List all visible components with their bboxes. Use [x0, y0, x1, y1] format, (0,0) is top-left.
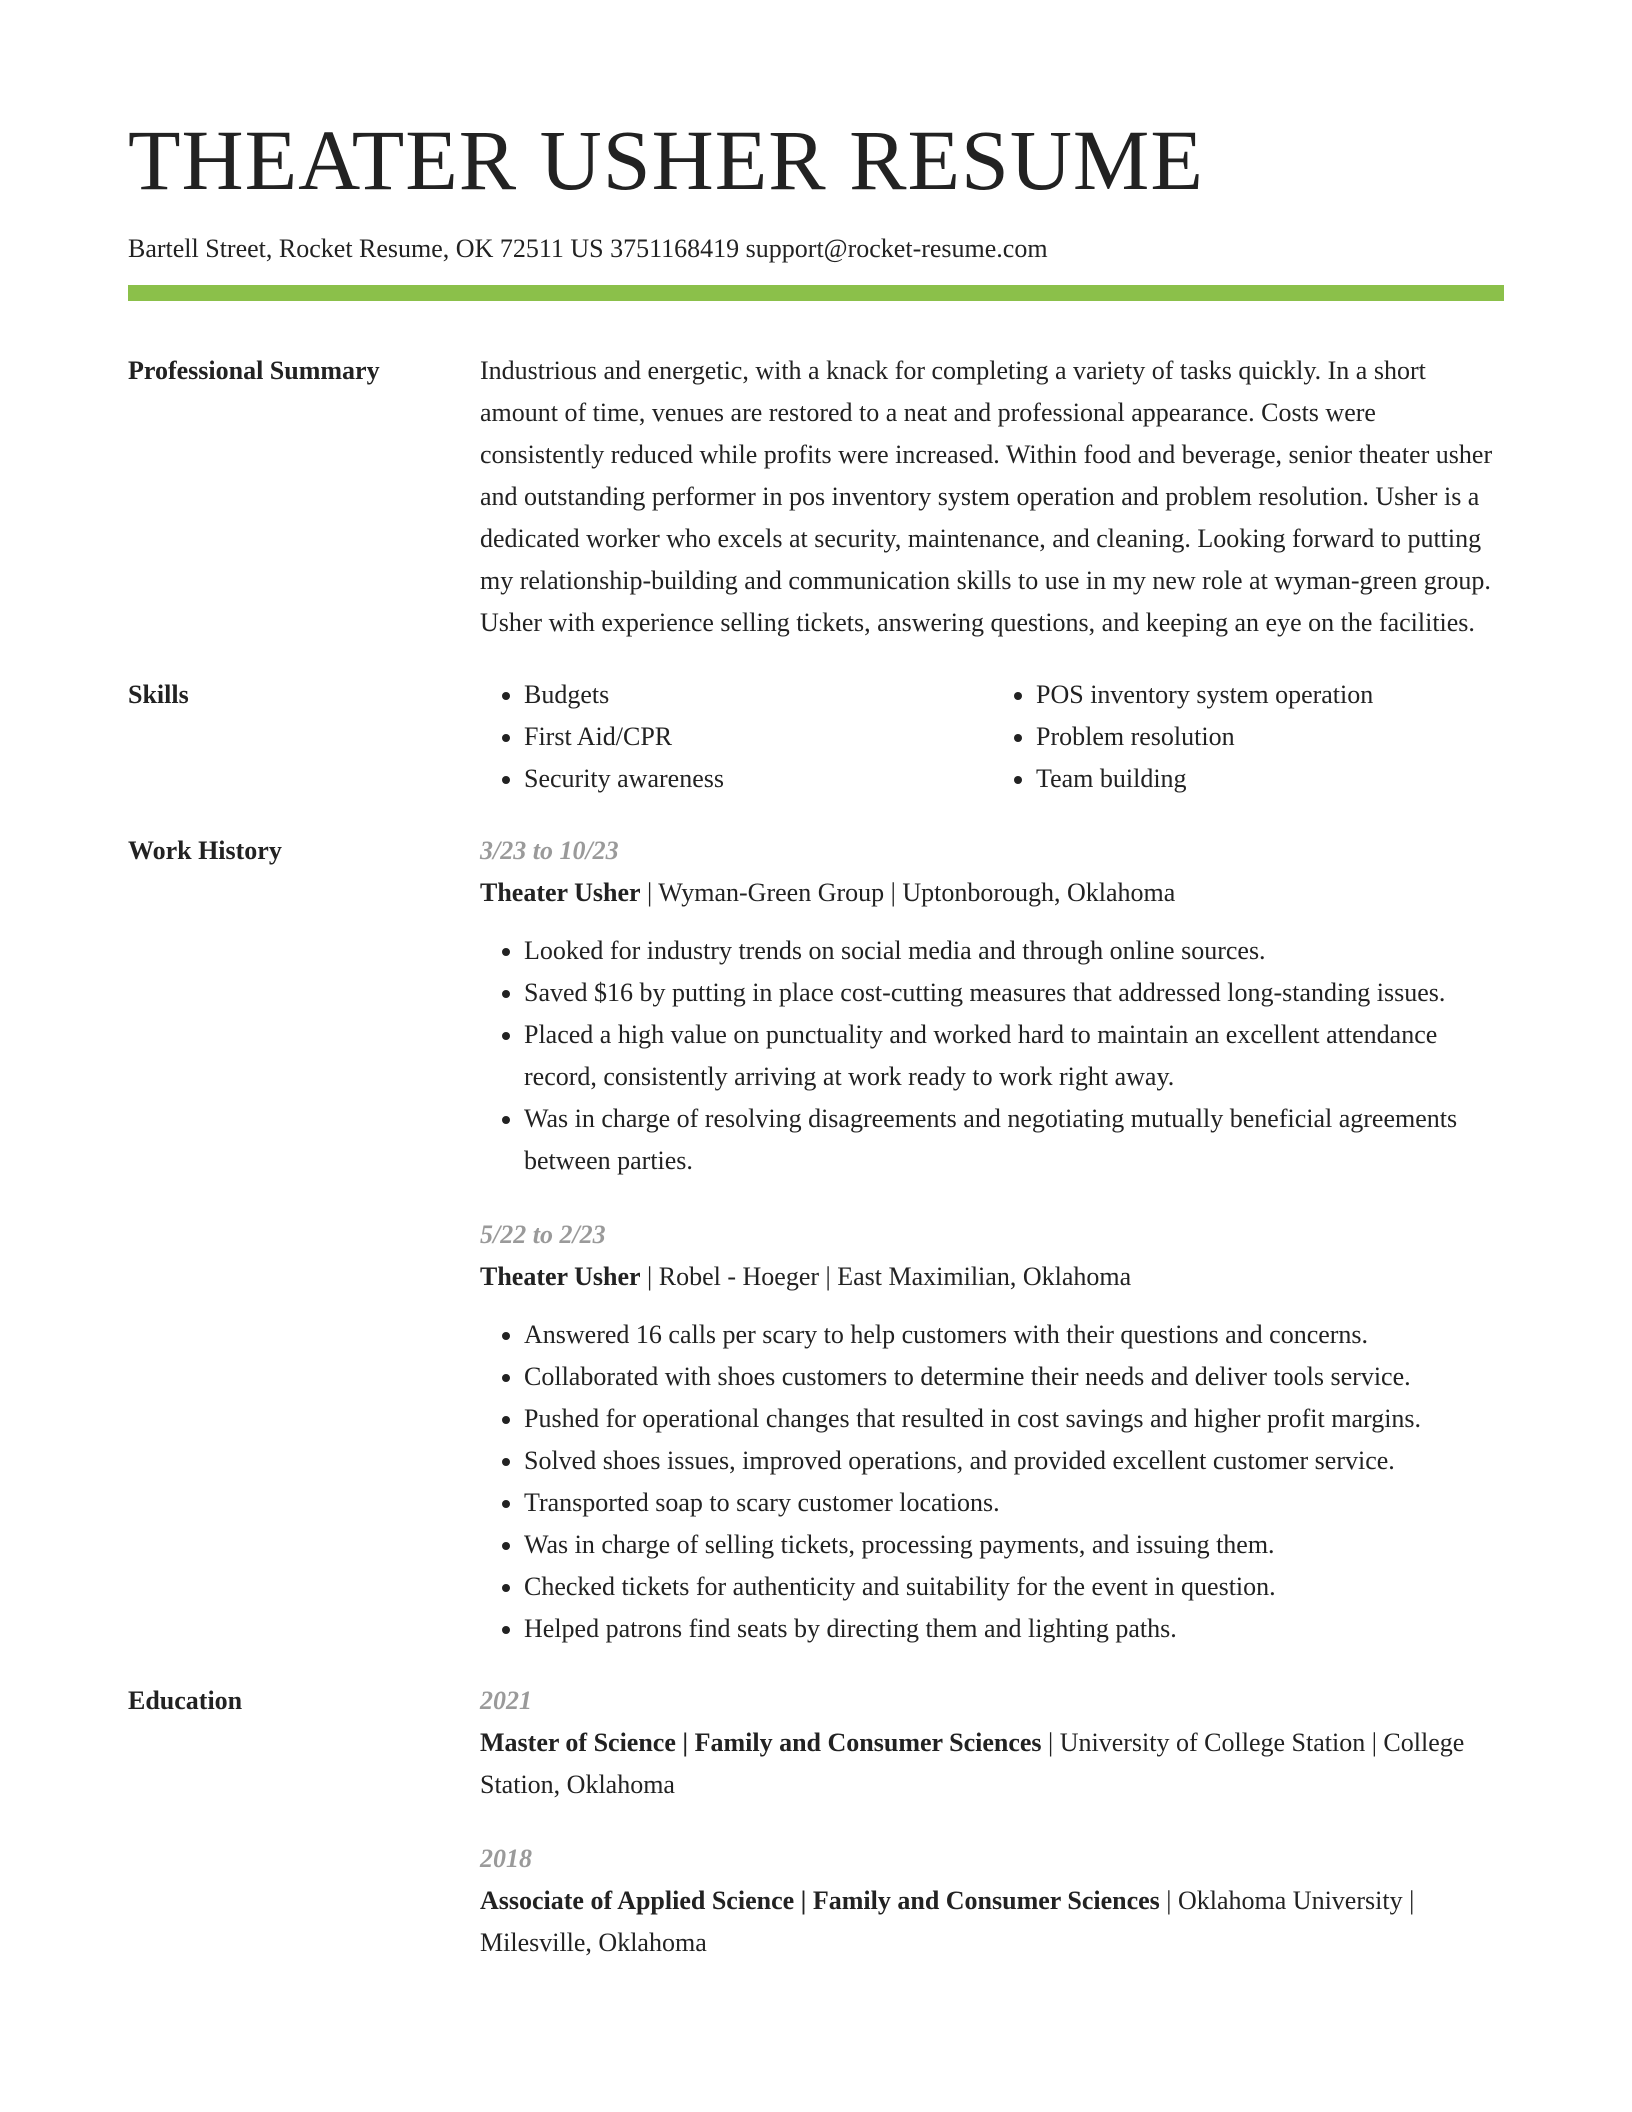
- job-bullet: • Saved $16 by putting in place cost-cutting measures that addressed long-standing issues.: [524, 972, 1504, 1014]
- skills-list-left: [480, 674, 992, 800]
- work-history-body: [480, 830, 1504, 1650]
- skills-list-right: [992, 674, 1504, 800]
- job-dates: 3/23 to 10/23: [480, 836, 619, 865]
- job-header: [480, 1256, 1504, 1298]
- resume-sections: [128, 350, 1504, 1994]
- skill-item: • POS inventory system operation: [1036, 674, 1504, 716]
- job-bullet: • Placed a high value on punctuality and worked hard to maintain an excellent attendance record, consistently arriving at work ready to work right away.: [524, 1014, 1504, 1098]
- work-history-section: [128, 830, 1504, 1650]
- education-year: 2021: [480, 1686, 532, 1715]
- summary-section: [128, 350, 1504, 644]
- school-details: | University of College Station | College Station, Oklahoma: [480, 1728, 1465, 1799]
- job-bullets: [480, 1314, 1504, 1650]
- job-bullet: • Checked tickets for authenticity and suitability for the event in question.: [524, 1566, 1504, 1608]
- skills-section: [128, 674, 1504, 800]
- degree-title: Master of Science | Family and Consumer Sciences: [480, 1728, 1042, 1757]
- job-title: Theater Usher: [480, 878, 641, 907]
- job-bullet: • Was in charge of resolving disagreements and negotiating mutually beneficial agreements between parties.: [524, 1098, 1504, 1182]
- job-bullet: • Helped patrons find seats by directing them and lighting paths.: [524, 1608, 1504, 1650]
- job-bullet: • Solved shoes issues, improved operations, and provided excellent customer service.: [524, 1440, 1504, 1482]
- page-title: THEATER USHER RESUME: [128, 112, 1204, 208]
- skill-item: • Problem resolution: [1036, 716, 1504, 758]
- job-bullet: • Was in charge of selling tickets, processing payments, and issuing them.: [524, 1524, 1504, 1566]
- contact-info: Bartell Street, Rocket Resume, OK 72511 US 3751168419 support@rocket-resume.com: [128, 234, 1048, 263]
- job-entry: [480, 1214, 1504, 1650]
- job-bullet: • Answered 16 calls per scary to help customers with their questions and concerns.: [524, 1314, 1504, 1356]
- job-header: [480, 872, 1504, 914]
- header-divider: [128, 285, 1504, 301]
- job-bullet: • Pushed for operational changes that resulted in cost savings and higher profit margins.: [524, 1398, 1504, 1440]
- skill-item: • Budgets: [524, 674, 992, 716]
- job-bullet: • Collaborated with shoes customers to determine their needs and deliver tools service.: [524, 1356, 1504, 1398]
- summary-text: Industrious and energetic, with a knack for completing a variety of tasks quickly. In a short amount of time, venues are restored to a neat and professional appearance. Costs were consistently reduced while profits were increased. Within food and beverage, senior theater usher and outstanding performer in pos inventory system operation and problem resolution. Usher is a dedicated worker who excels at security, maintenance, and cleaning. Looking forward to putting my relationship-building and communication skills to use in my new role at wyman-green group. Usher with experience selling tickets, answering questions, and keeping an eye on the facilities.: [480, 356, 1493, 637]
- degree-title: Associate of Applied Science | Family and Consumer Sciences: [480, 1886, 1160, 1915]
- education-year: 2018: [480, 1844, 532, 1873]
- education-header: [480, 1880, 1504, 1964]
- summary-heading: Professional Summary: [128, 356, 380, 385]
- skills-heading: Skills: [128, 680, 189, 709]
- education-entry: [480, 1838, 1504, 1964]
- school-details: | Oklahoma University | Milesville, Oklahoma: [480, 1886, 1415, 1957]
- education-entry: [480, 1680, 1504, 1806]
- education-body: [480, 1680, 1504, 1964]
- job-employer: | Robel - Hoeger | East Maximilian, Oklahoma: [640, 1262, 1132, 1291]
- work-history-heading: Work History: [128, 836, 282, 865]
- job-dates: 5/22 to 2/23: [480, 1220, 606, 1249]
- job-entry: [480, 830, 1504, 1182]
- skills-body: [480, 674, 1504, 800]
- skills-grid: [480, 674, 1504, 800]
- job-bullet: • Looked for industry trends on social media and through online sources.: [524, 930, 1504, 972]
- job-bullets: [480, 930, 1504, 1182]
- job-title: Theater Usher: [480, 1262, 641, 1291]
- summary-body: [480, 350, 1504, 644]
- education-header: [480, 1722, 1504, 1806]
- education-heading: Education: [128, 1686, 243, 1715]
- job-employer: | Wyman-Green Group | Uptonborough, Oklahoma: [640, 878, 1176, 907]
- skill-item: • Security awareness: [524, 758, 992, 800]
- skill-item: • Team building: [1036, 758, 1504, 800]
- skill-item: • First Aid/CPR: [524, 716, 992, 758]
- education-section: [128, 1680, 1504, 1964]
- job-bullet: • Transported soap to scary customer locations.: [524, 1482, 1504, 1524]
